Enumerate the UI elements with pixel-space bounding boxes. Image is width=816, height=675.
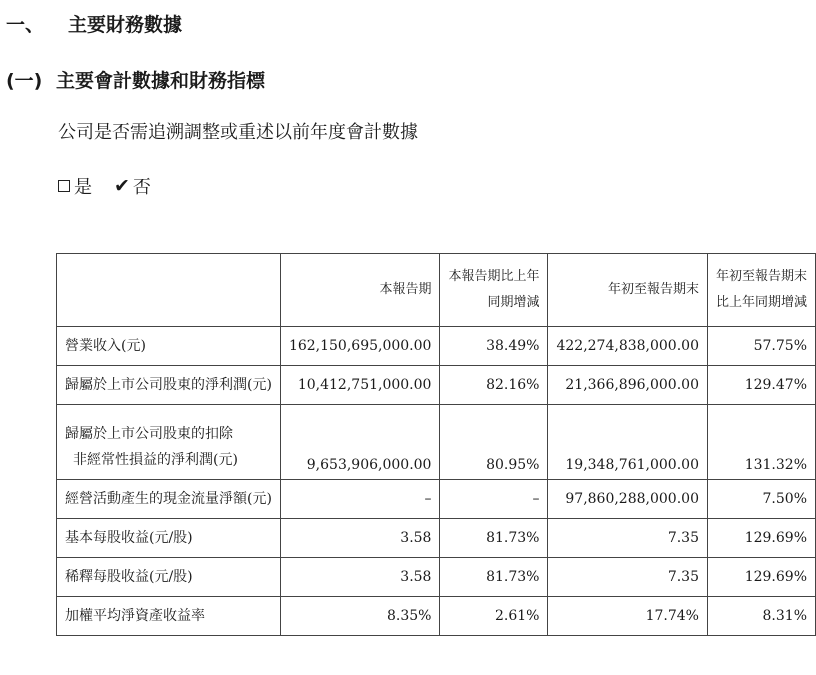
table-row — [57, 366, 816, 405]
header-text: 本報告期比上年 — [448, 269, 540, 284]
value-cell: 57.75% — [707, 327, 815, 366]
row-label: 歸屬於上市公司股東的淨利潤(元) — [65, 377, 272, 393]
value-cell: 129.69% — [707, 519, 815, 558]
subsection-heading — [6, 66, 265, 93]
table-row — [57, 558, 816, 597]
value-cell: 97,860,288,000.00 — [548, 480, 708, 519]
checkmark-icon: ✔ — [114, 175, 130, 197]
subsection-number: (一) — [6, 70, 43, 92]
row-label-cell — [57, 558, 281, 597]
table-header-cell — [280, 254, 440, 327]
header-text: 年初至報告期末 — [607, 282, 699, 297]
value-cell: 81.73% — [440, 558, 548, 597]
row-label: 稀釋每股收益(元/股) — [65, 569, 193, 585]
value-cell: 10,412,751,000.00 — [280, 366, 440, 405]
value-cell: 38.49% — [440, 327, 548, 366]
value-cell: – — [280, 480, 440, 519]
row-label-cell — [57, 480, 281, 519]
value-cell: 21,366,896,000.00 — [548, 366, 708, 405]
yes-checkbox[interactable] — [58, 180, 70, 192]
financial-data-table — [56, 253, 816, 636]
header-text: 年初至報告期末 — [715, 269, 807, 284]
row-label: 營業收入(元) — [65, 338, 146, 354]
yes-option-label: 是 — [74, 177, 92, 198]
value-cell: 7.50% — [707, 480, 815, 519]
value-cell: 131.32% — [707, 405, 815, 480]
row-label-cell — [57, 597, 281, 636]
row-label-cell — [57, 405, 281, 480]
table-header-cell — [548, 254, 708, 327]
row-label: 加權平均淨資產收益率 — [65, 608, 205, 624]
row-label: 歸屬於上市公司股東的扣除 — [65, 426, 233, 442]
value-cell: 82.16% — [440, 366, 548, 405]
value-cell: 7.35 — [548, 519, 708, 558]
row-label-cell — [57, 327, 281, 366]
table-row — [57, 480, 816, 519]
value-cell: 8.31% — [707, 597, 815, 636]
value-cell: 7.35 — [548, 558, 708, 597]
table-row — [57, 405, 816, 480]
value-cell: 2.61% — [440, 597, 548, 636]
value-cell: 80.95% — [440, 405, 548, 480]
section-heading — [6, 10, 182, 37]
header-text: 本報告期 — [379, 282, 432, 297]
value-cell: 8.35% — [280, 597, 440, 636]
header-text: 比上年同期增減 — [715, 295, 807, 310]
value-cell: 162,150,695,000.00 — [280, 327, 440, 366]
table-row — [57, 519, 816, 558]
table-row — [57, 327, 816, 366]
row-label-cell — [57, 519, 281, 558]
value-cell: – — [440, 480, 548, 519]
no-option-label: 否 — [132, 177, 151, 198]
section-title: 主要財務數據 — [68, 14, 183, 36]
value-cell: 81.73% — [440, 519, 548, 558]
row-label-cell — [57, 366, 281, 405]
subsection-title: 主要會計數據和財務指標 — [56, 70, 266, 92]
table-header-row — [57, 254, 816, 327]
value-cell: 3.58 — [280, 519, 440, 558]
restatement-options — [58, 173, 151, 199]
row-label: 非經常性損益的淨利潤(元) — [73, 452, 238, 468]
value-cell: 17.74% — [548, 597, 708, 636]
table-header-cell — [57, 254, 281, 327]
value-cell: 9,653,906,000.00 — [280, 405, 440, 480]
row-label: 經營活動產生的現金流量淨額(元) — [65, 491, 272, 507]
restatement-question: 公司是否需追溯調整或重述以前年度會計數據 — [58, 122, 418, 143]
value-cell: 3.58 — [280, 558, 440, 597]
value-cell: 129.47% — [707, 366, 815, 405]
table-header-cell — [440, 254, 548, 327]
header-text: 同期增減 — [487, 295, 540, 310]
table-header-cell — [707, 254, 815, 327]
table-row — [57, 597, 816, 636]
section-number: 一、 — [6, 14, 45, 36]
value-cell: 422,274,838,000.00 — [548, 327, 708, 366]
row-label: 基本每股收益(元/股) — [65, 530, 193, 546]
value-cell: 129.69% — [707, 558, 815, 597]
value-cell: 19,348,761,000.00 — [548, 405, 708, 480]
